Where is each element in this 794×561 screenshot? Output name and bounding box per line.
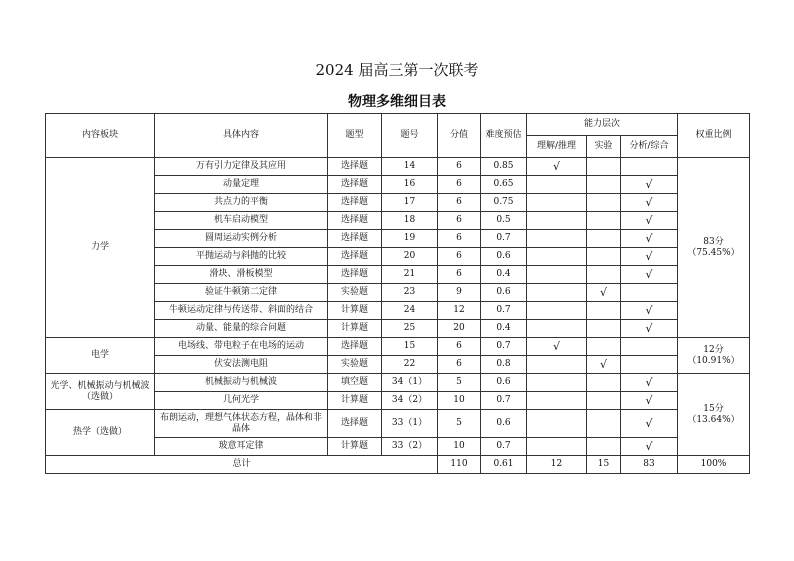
analysis-check-mark: √ [621, 392, 678, 410]
understand-cell [527, 374, 587, 392]
understand-cell [527, 410, 587, 438]
score-cell: 6 [438, 194, 481, 212]
difficulty-cell: 0.6 [481, 410, 527, 438]
total-weight: 100% [678, 456, 750, 474]
analysis-cell [621, 338, 678, 356]
qno-cell: 15 [382, 338, 438, 356]
qno-cell: 34（2） [382, 392, 438, 410]
header-understand: 理解/推理 [527, 136, 587, 158]
score-cell: 12 [438, 302, 481, 320]
analysis-check-mark: √ [621, 266, 678, 284]
score-cell: 10 [438, 392, 481, 410]
score-cell: 6 [438, 230, 481, 248]
type-cell: 填空题 [328, 374, 382, 392]
analysis-check-mark: √ [621, 320, 678, 338]
module-cell: 热学（选做） [46, 410, 155, 456]
experiment-cell [587, 212, 621, 230]
qno-cell: 16 [382, 176, 438, 194]
content-cell: 滑块、滑板模型 [155, 266, 328, 284]
header-weight: 权重比例 [678, 114, 750, 158]
score-cell: 6 [438, 338, 481, 356]
table-row [46, 158, 750, 176]
difficulty-cell: 0.7 [481, 438, 527, 456]
content-cell: 动量定理 [155, 176, 328, 194]
content-cell: 布朗运动，理想气体状态方程，晶体和非晶体 [155, 410, 328, 438]
weight-cell: 15分（13.64%） [678, 374, 750, 456]
qno-cell: 19 [382, 230, 438, 248]
content-cell: 平抛运动与斜抛的比较 [155, 248, 328, 266]
experiment-check-mark: √ [587, 356, 621, 374]
experiment-check-mark: √ [587, 284, 621, 302]
type-cell: 选择题 [328, 266, 382, 284]
difficulty-cell: 0.7 [481, 392, 527, 410]
type-cell: 实验题 [328, 284, 382, 302]
understand-cell [527, 320, 587, 338]
qno-cell: 21 [382, 266, 438, 284]
experiment-cell [587, 320, 621, 338]
experiment-cell [587, 374, 621, 392]
experiment-cell [587, 194, 621, 212]
score-cell: 6 [438, 356, 481, 374]
qno-cell: 25 [382, 320, 438, 338]
experiment-cell [587, 230, 621, 248]
understand-cell [527, 438, 587, 456]
qno-cell: 17 [382, 194, 438, 212]
qno-cell: 14 [382, 158, 438, 176]
understand-cell [527, 176, 587, 194]
type-cell: 选择题 [328, 410, 382, 438]
difficulty-cell: 0.7 [481, 230, 527, 248]
content-cell: 机车启动模型 [155, 212, 328, 230]
table-row [46, 338, 750, 356]
analysis-check-mark: √ [621, 230, 678, 248]
header-content: 具体内容 [155, 114, 328, 158]
content-cell: 电场线、带电粒子在电场的运动 [155, 338, 328, 356]
experiment-cell [587, 158, 621, 176]
total-label: 总计 [46, 456, 438, 474]
understand-cell [527, 284, 587, 302]
header-experiment: 实验 [587, 136, 621, 158]
analysis-check-mark: √ [621, 302, 678, 320]
total-score: 110 [438, 456, 481, 474]
type-cell: 计算题 [328, 320, 382, 338]
qno-cell: 33（1） [382, 410, 438, 438]
table-title: 物理多维细目表 [348, 94, 446, 110]
difficulty-cell: 0.75 [481, 194, 527, 212]
module-cell: 电学 [46, 338, 155, 374]
analysis-check-mark: √ [621, 374, 678, 392]
score-cell: 6 [438, 176, 481, 194]
difficulty-cell: 0.85 [481, 158, 527, 176]
difficulty-cell: 0.65 [481, 176, 527, 194]
difficulty-cell: 0.7 [481, 302, 527, 320]
content-cell: 伏安法测电阻 [155, 356, 328, 374]
content-cell: 机械振动与机械波 [155, 374, 328, 392]
understand-cell [527, 356, 587, 374]
table-row [46, 410, 750, 438]
qno-cell: 23 [382, 284, 438, 302]
understand-cell [527, 266, 587, 284]
table-row [46, 374, 750, 392]
type-cell: 选择题 [328, 158, 382, 176]
weight-cell: 12分（10.91%） [678, 338, 750, 374]
qno-cell: 20 [382, 248, 438, 266]
weight-cell: 83分（75.45%） [678, 158, 750, 338]
analysis-check-mark: √ [621, 176, 678, 194]
analysis-check-mark: √ [621, 248, 678, 266]
module-cell: 光学、机械振动与机械波（选做） [46, 374, 155, 410]
score-cell: 6 [438, 266, 481, 284]
qno-cell: 34（1） [382, 374, 438, 392]
score-cell: 5 [438, 410, 481, 438]
content-cell: 共点力的平衡 [155, 194, 328, 212]
total-understand: 12 [527, 456, 587, 474]
experiment-cell [587, 176, 621, 194]
score-cell: 6 [438, 248, 481, 266]
understand-cell [527, 212, 587, 230]
module-cell: 力学 [46, 158, 155, 338]
type-cell: 选择题 [328, 248, 382, 266]
experiment-cell [587, 266, 621, 284]
experiment-cell [587, 248, 621, 266]
analysis-cell [621, 284, 678, 302]
analysis-check-mark: √ [621, 212, 678, 230]
content-cell: 万有引力定律及其应用 [155, 158, 328, 176]
total-experiment: 15 [587, 456, 621, 474]
understand-check-mark: √ [527, 158, 587, 176]
difficulty-cell: 0.8 [481, 356, 527, 374]
header-qno: 题号 [382, 114, 438, 158]
understand-cell [527, 248, 587, 266]
score-cell: 5 [438, 374, 481, 392]
score-cell: 10 [438, 438, 481, 456]
header-module: 内容板块 [46, 114, 155, 158]
understand-cell [527, 392, 587, 410]
content-cell: 玻意耳定律 [155, 438, 328, 456]
type-cell: 选择题 [328, 230, 382, 248]
header-ability: 能力层次 [527, 114, 678, 136]
type-cell: 计算题 [328, 438, 382, 456]
difficulty-cell: 0.4 [481, 320, 527, 338]
content-cell: 圆周运动实例分析 [155, 230, 328, 248]
qno-cell: 33（2） [382, 438, 438, 456]
difficulty-cell: 0.4 [481, 266, 527, 284]
total-row [46, 456, 750, 474]
difficulty-cell: 0.6 [481, 248, 527, 266]
experiment-cell [587, 410, 621, 438]
difficulty-cell: 0.7 [481, 338, 527, 356]
understand-cell [527, 194, 587, 212]
difficulty-cell: 0.6 [481, 284, 527, 302]
specification-table [45, 113, 750, 474]
header-difficulty: 难度预估 [481, 114, 527, 158]
analysis-check-mark: √ [621, 194, 678, 212]
type-cell: 计算题 [328, 302, 382, 320]
analysis-check-mark: √ [621, 438, 678, 456]
type-cell: 选择题 [328, 194, 382, 212]
content-cell: 动量、能量的综合问题 [155, 320, 328, 338]
type-cell: 选择题 [328, 212, 382, 230]
type-cell: 选择题 [328, 176, 382, 194]
qno-cell: 22 [382, 356, 438, 374]
experiment-cell [587, 302, 621, 320]
type-cell: 选择题 [328, 338, 382, 356]
content-cell: 验证牛顿第二定律 [155, 284, 328, 302]
content-cell: 几何光学 [155, 392, 328, 410]
header-type: 题型 [328, 114, 382, 158]
experiment-cell [587, 392, 621, 410]
difficulty-cell: 0.5 [481, 212, 527, 230]
analysis-cell [621, 356, 678, 374]
analysis-check-mark: √ [621, 410, 678, 438]
document-title: 2024 届高三第一次联考 [315, 61, 479, 79]
score-cell: 6 [438, 158, 481, 176]
experiment-cell [587, 438, 621, 456]
understand-cell [527, 302, 587, 320]
understand-cell [527, 230, 587, 248]
qno-cell: 18 [382, 212, 438, 230]
understand-check-mark: √ [527, 338, 587, 356]
header-analysis: 分析/综合 [621, 136, 678, 158]
experiment-cell [587, 338, 621, 356]
type-cell: 计算题 [328, 392, 382, 410]
score-cell: 6 [438, 212, 481, 230]
score-cell: 9 [438, 284, 481, 302]
header-score: 分值 [438, 114, 481, 158]
total-analysis: 83 [621, 456, 678, 474]
total-difficulty: 0.61 [481, 456, 527, 474]
type-cell: 实验题 [328, 356, 382, 374]
analysis-cell [621, 158, 678, 176]
score-cell: 20 [438, 320, 481, 338]
qno-cell: 24 [382, 302, 438, 320]
content-cell: 牛顿运动定律与传送带、斜面的结合 [155, 302, 328, 320]
difficulty-cell: 0.6 [481, 374, 527, 392]
